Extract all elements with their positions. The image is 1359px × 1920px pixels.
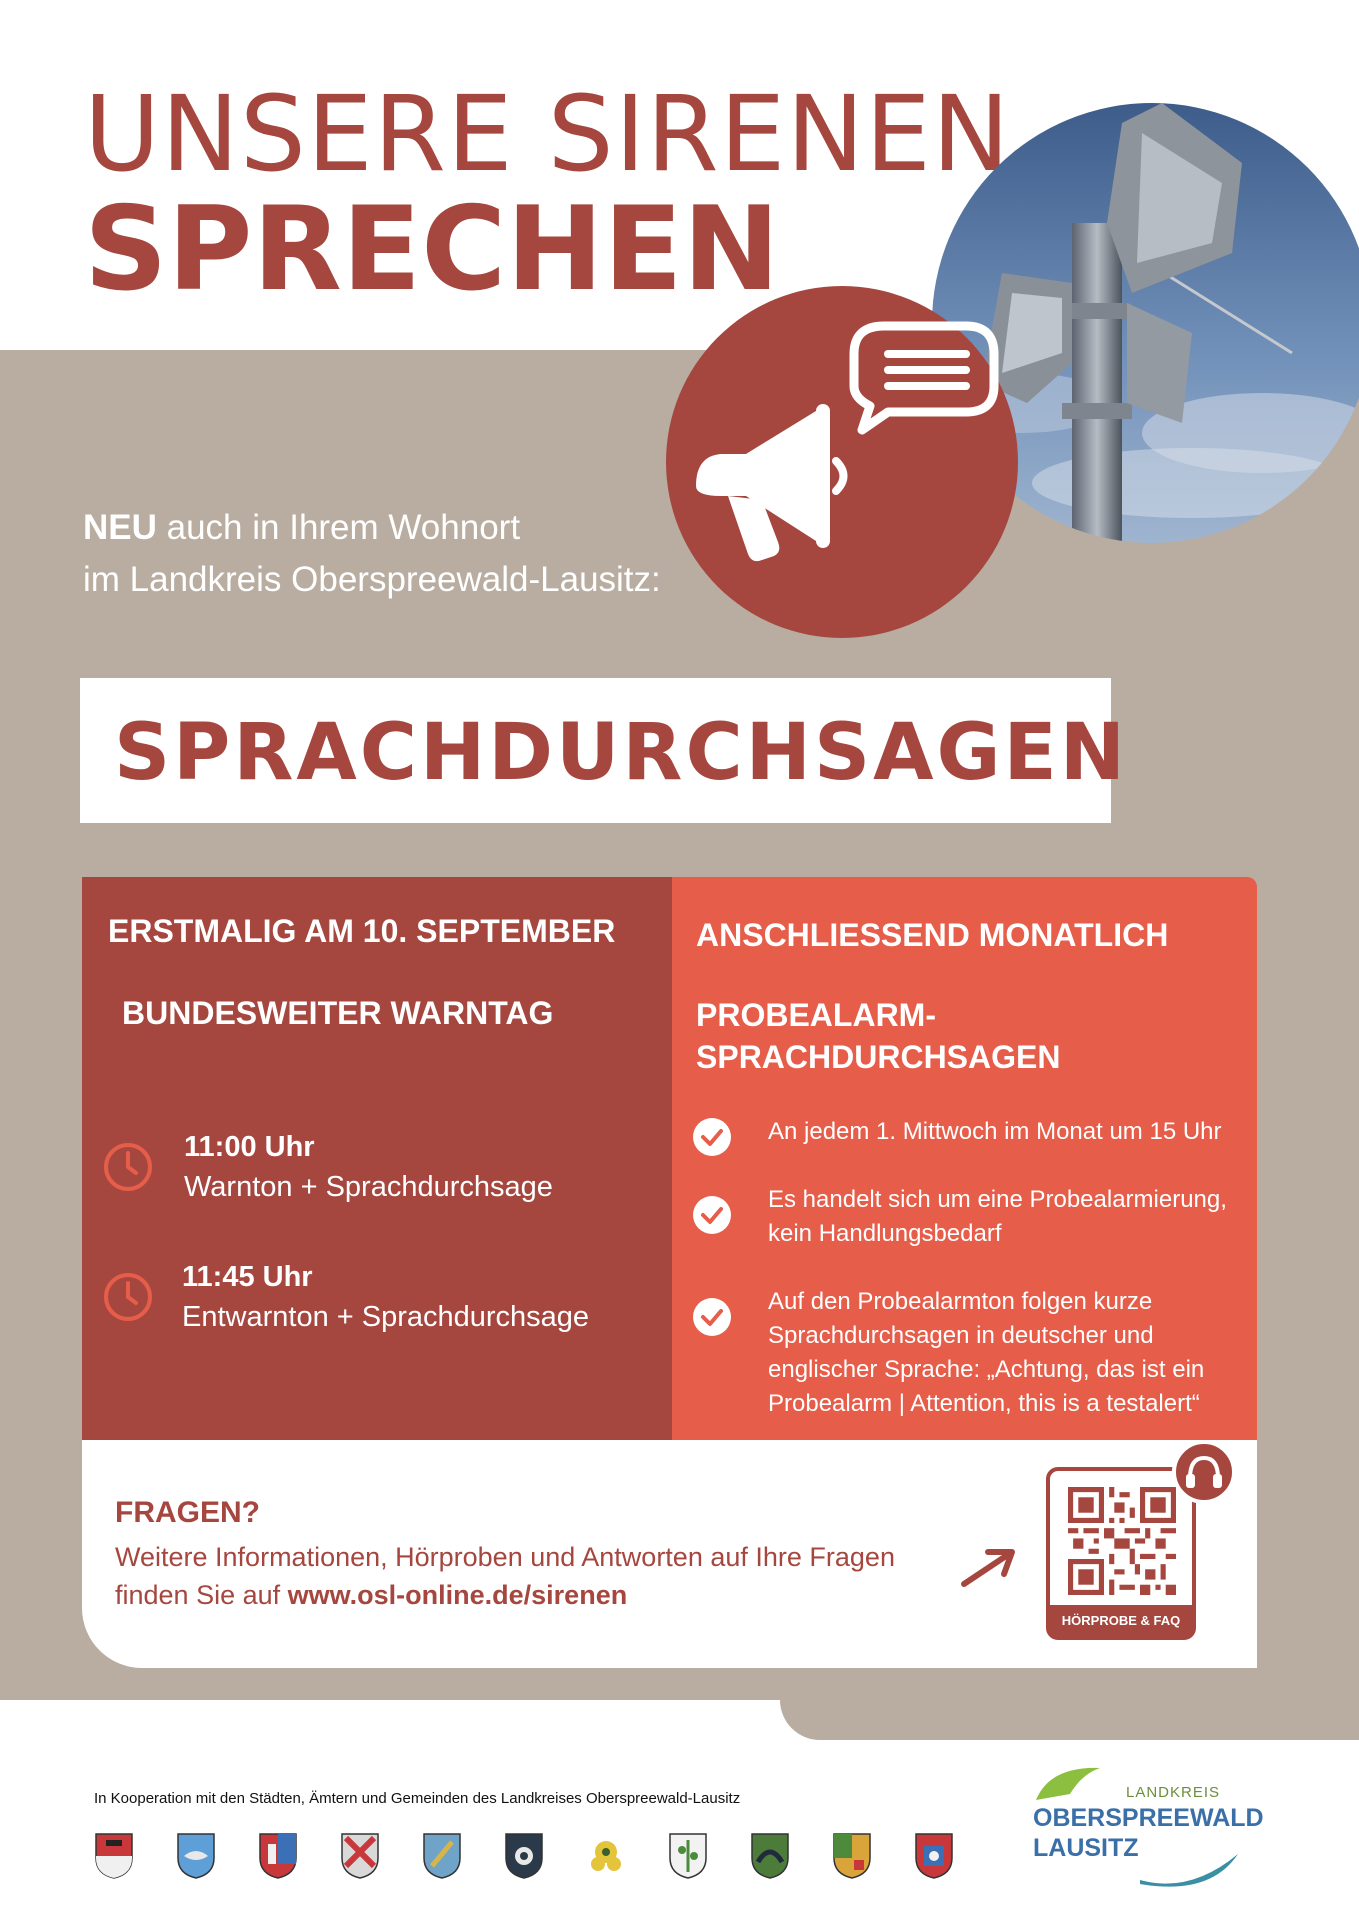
- crest-icon: [340, 1832, 380, 1880]
- crest-icon: [504, 1832, 544, 1880]
- warntag-panel: [82, 877, 672, 1440]
- event-2-desc: Entwarnton + Sprachdurchsage: [182, 1301, 590, 1333]
- banner-title: SPRACHDURCHSAGEN: [114, 708, 1129, 798]
- clock-icon: [102, 1271, 154, 1323]
- banner: [80, 678, 1129, 823]
- title-line-2: SPRECHEN: [84, 182, 780, 317]
- landkreis-logo: [1030, 1760, 1310, 1890]
- arrow-icon: [958, 1544, 1020, 1592]
- event-1-desc: Warnton + Sprachdurchsage: [184, 1171, 553, 1203]
- monthly-subheading-2: SPRACHDURCHSAGEN: [696, 1039, 1061, 1075]
- logo-line2: LAUSITZ: [1033, 1834, 1139, 1862]
- headphone-icon: [1176, 1444, 1232, 1500]
- crest-icon: [176, 1832, 216, 1880]
- check-icon: [692, 1297, 732, 1337]
- monthly-heading: ANSCHLIESSEND MONATLICH: [696, 917, 1169, 953]
- monthly-item-2-text: Es handelt sich um eine Probealarmierung, kein Handlungsbedarf: [768, 1186, 1227, 1247]
- faq-text: [115, 1538, 965, 1614]
- logo-line1: OBERSPREEWALD: [1033, 1804, 1264, 1832]
- crest-icon: [914, 1832, 954, 1880]
- megaphone-icon: [666, 286, 1018, 638]
- check-icon: [692, 1195, 732, 1235]
- crest-icon: [750, 1832, 790, 1880]
- faq-line1: Weitere Informationen, Hörproben und Antworten auf Ihre Fragen: [115, 1542, 895, 1572]
- title-line-1: UNSERE SIRENEN: [84, 73, 1011, 195]
- headphone-badge: [1172, 1440, 1236, 1504]
- crest-icon: [94, 1832, 134, 1880]
- intro-text: [83, 502, 661, 606]
- monthly-subheading-1: PROBEALARM-: [696, 997, 936, 1033]
- monthly-panel: [672, 877, 1257, 1440]
- megaphone-badge: [666, 286, 1018, 638]
- cooperation-text: In Kooperation mit den Städten, Ämtern und Gemeinden des Landkreises Oberspreewald-Lausitz: [94, 1790, 741, 1807]
- qr-label: HÖRPROBE & FAQ: [1050, 1605, 1192, 1637]
- faq-section: [82, 1440, 1257, 1668]
- faq-title: FRAGEN?: [115, 1496, 260, 1529]
- crest-icon: [668, 1832, 708, 1880]
- intro-line2: im Landkreis Oberspreewald-Lausitz:: [83, 560, 661, 599]
- event-1-time: 11:00 Uhr: [184, 1131, 315, 1163]
- municipal-crests: [94, 1832, 944, 1884]
- monthly-item-1-text: An jedem 1. Mittwoch im Monat um 15 Uhr: [768, 1118, 1222, 1145]
- faq-url-link[interactable]: www.osl-online.de/sirenen: [287, 1580, 628, 1610]
- event-1: [184, 1127, 553, 1207]
- logo-landkreis: LANDKREIS: [1126, 1784, 1221, 1801]
- crest-icon: [258, 1832, 298, 1880]
- clock-icon: [102, 1141, 154, 1193]
- crest-icon: [422, 1832, 462, 1880]
- warntag-subheading: BUNDESWEITER WARNTAG: [122, 995, 554, 1031]
- footer-curve: [780, 1700, 1359, 1740]
- qr-code-card[interactable]: [1046, 1467, 1196, 1640]
- crest-icon: [586, 1832, 626, 1880]
- crest-icon: [832, 1832, 872, 1880]
- intro-line1: auch in Ihrem Wohnort: [156, 508, 521, 547]
- warntag-heading: ERSTMALIG AM 10. SEPTEMBER: [108, 913, 616, 949]
- qr-code[interactable]: [1068, 1487, 1176, 1595]
- monthly-item-3-text: Auf den Probealarmton folgen kurze Sprachdurchsagen in deutscher und englischer Sprache: „Achtung, das ist ein Probealarm | Attention, this is a testalert“: [768, 1288, 1205, 1417]
- intro-new: NEU: [83, 508, 157, 547]
- event-2: [182, 1257, 589, 1337]
- faq-line2-prefix: finden Sie auf: [115, 1580, 288, 1610]
- check-icon: [692, 1117, 732, 1157]
- event-2-time: 11:45 Uhr: [182, 1261, 313, 1293]
